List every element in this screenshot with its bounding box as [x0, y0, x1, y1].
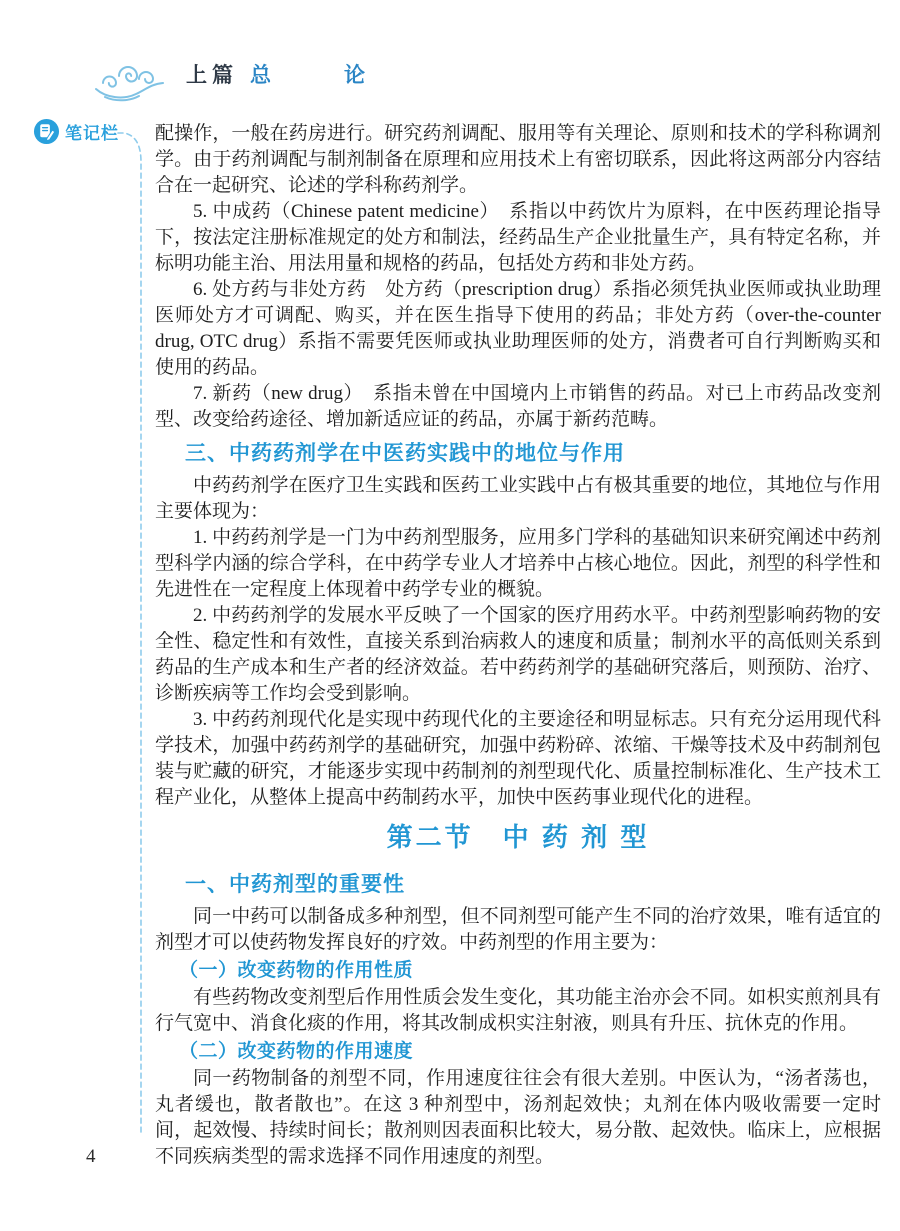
- body-paragraph-term6: 6. 处方药与非处方药 处方药（prescription drug）系指必须凭执业医师或执业助理医师处方才可调配、购买，并在医生指导下使用的药品；非处方药（over-the-counter drug, OTC drug）系指不需要凭医师或执业助理医师的处方，消费者可自行判断购买和使用的药品。: [155, 279, 881, 378]
- note-column-badge: [33, 118, 119, 145]
- part-title: 总 论: [250, 63, 391, 87]
- section-heading-role: 三、中药药剂学在中医药实践中的地位与作用: [185, 442, 625, 465]
- subsection-heading-change-speed: （二）改变药物的作用速度: [179, 1041, 414, 1062]
- chapter-section-title: 第二节 中 药 剂 型: [386, 822, 650, 852]
- body-paragraph-change-nature: 有些药物改变剂型后作用性质会发生变化，其功能主治亦会不同。如枳实煎剂具有行气宽中、消食化痰的作用，将其改制成枳实注射液，则具有升压、抗休克的作用。: [155, 987, 881, 1034]
- cloud-ornament-icon: [90, 43, 168, 105]
- body-paragraph: 配操作，一般在药房进行。研究药剂调配、服用等有关理论、原则和技术的学科称调剂学。由于药剂调配与制剂制备在原理和应用技术上有密切联系，因此将这两部分内容结合在一起研究、论述的学科称药剂学。: [155, 123, 881, 196]
- body-paragraph-role2: 2. 中药药剂学的发展水平反映了一个国家的医疗用药水平。中药剂型影响药物的安全性、稳定性和有效性，直接关系到治病救人的速度和质量；制剂水平的高低则关系到药品的生产成本和生产者的经济效益。若中药药剂学的基础研究落后，则预防、治疗、诊断疾病等工作均会受到影响。: [155, 605, 881, 704]
- note-pencil-icon: [33, 118, 60, 145]
- body-paragraph-role1: 1. 中药药剂学是一门为中药剂型服务，应用多门学科的基础知识来研究阐述中药剂型科学内涵的综合学科，在中药学专业人才培养中占核心地位。因此，剂型的科学性和先进性在一定程度上体现着中药学专业的概貌。: [155, 527, 881, 600]
- subsection-heading-change-nature: （一）改变药物的作用性质: [179, 960, 414, 981]
- body-paragraph-role-intro: 中药药剂学在医疗卫生实践和医药工业实践中占有极其重要的地位，其地位与作用主要体现为：: [155, 475, 881, 522]
- body-paragraph-term7: 7. 新药（new drug） 系指未曾在中国境内上市销售的药品。对已上市药品改变剂型、改变给药途径、增加新适应证的药品，亦属于新药范畴。: [155, 383, 881, 430]
- page-number: 4: [86, 1146, 96, 1167]
- text-column: [155, 121, 881, 1170]
- part-label: 上篇: [186, 63, 238, 87]
- running-head: [90, 42, 391, 106]
- body-paragraph-change-speed: 同一药物制备的剂型不同，作用速度往往会有很大差别。中医认为，“汤者荡也，丸者缓也，散者散也”。在这 3 种剂型中，汤剂起效快；丸剂在体内吸收需要一定时间，起效慢、持续时间长；散剂则因表面积比较大，易分散、起效快。临床上，应根据不同疾病类型的需求选择不同作用速度的剂型。: [155, 1068, 881, 1167]
- body-paragraph-role3: 3. 中药药剂现代化是实现中药现代化的主要途径和明显标志。只有充分运用现代科学技术，加强中药药剂学的基础研究，加强中药粉碎、浓缩、干燥等技术及中药制剂包装与贮藏的研究，才能逐步实现中药制剂的剂型现代化、质量控制标准化、生产技术工程产业化，从整体上提高中药制药水平，加快中医药事业现代化的进程。: [155, 709, 881, 808]
- note-column-label: 笔记栏: [65, 124, 119, 143]
- section-heading-importance: 一、中药剂型的重要性: [185, 873, 405, 896]
- body-paragraph-term5: 5. 中成药（Chinese patent medicine） 系指以中药饮片为原料，在中医药理论指导下，按法定注册标准规定的处方和制法，经药品生产企业批量生产，具有特定名称，并标明功能主治、用法用量和规格的药品，包括处方药和非处方药。: [155, 201, 881, 274]
- body-paragraph-importance: 同一中药可以制备成多种剂型，但不同剂型可能产生不同的治疗效果，唯有适宜的剂型才可以使药物发挥良好的疗效。中药剂型的作用主要为：: [155, 906, 881, 953]
